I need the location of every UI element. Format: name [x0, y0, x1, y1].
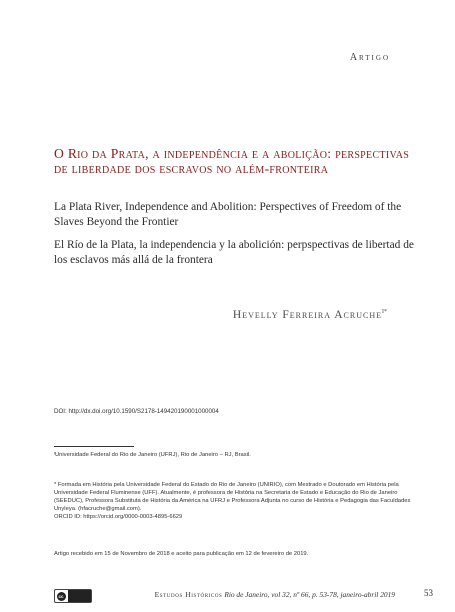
section-label: Artigo [349, 52, 390, 63]
creative-commons-icon: cc [58, 593, 64, 599]
footnote-orcid[interactable]: ORCID ID: https://orcid.org/0000-0003-4895-6629 [54, 514, 183, 520]
creative-commons-badge[interactable] [54, 589, 92, 603]
author-footnote-marks: I* [382, 309, 387, 316]
article-title-spanish: El Río de la Plata, la independencia y la abolición: perpspectivas de libertad de los esclavos más allá de la frontera [54, 239, 414, 266]
footnote-bio-text: * Formada em História pela Universidade Federal do Estado do Rio de Janeiro (UNIRIO), com Mestrado e Doutorado em História pela Universidade Federal Fluminense (UFF). Atualmente, é professora de História na Secretaria de Estado e Educação do Rio de Janeiro (SEEDUC), Professora Substituta de História da América na UFRJ e Professora Adjunta no curso de História e Pedagogia das Faculdades Unyleya. (hfacruche@gmail.com). [54, 482, 411, 512]
article-title-english: La Plata River, Independence and Abolition: Perspectives of Freedom of the Slaves Beyond the Frontier [54, 201, 402, 228]
footnote-bio [54, 481, 412, 521]
journal-citation: Rio de Janeiro, vol 32, nº 66, p. 53-78, janeiro-abril 2019 [224, 590, 395, 599]
page-number: 53 [424, 588, 433, 598]
author-name: Hevelly Ferreira Acruche [232, 309, 382, 321]
footnote-divider [54, 446, 134, 447]
journal-footer [155, 590, 395, 599]
article-title-portuguese: O Rio da Prata, a independência e a abolição: perspectivas de liberdade dos escravos no além-fronteira [54, 146, 410, 176]
received-accepted-dates: Artigo recebido em 15 de Novembro de 2018 e aceito para publicação em 12 de fevereiro de 2019. [54, 551, 309, 557]
doi-link[interactable]: DOI: http://dx.doi.org/10.1590/S2178-149420190001000004 [54, 408, 219, 415]
journal-name: Estudos Históricos [154, 590, 223, 599]
footnote-affiliation: ᴵUniversidade Federal do Rio de Janeiro (UFRJ), Rio de Janeiro – RJ, Brasil. [54, 452, 251, 458]
license-badge-bar [68, 590, 92, 602]
author-byline [233, 309, 387, 321]
